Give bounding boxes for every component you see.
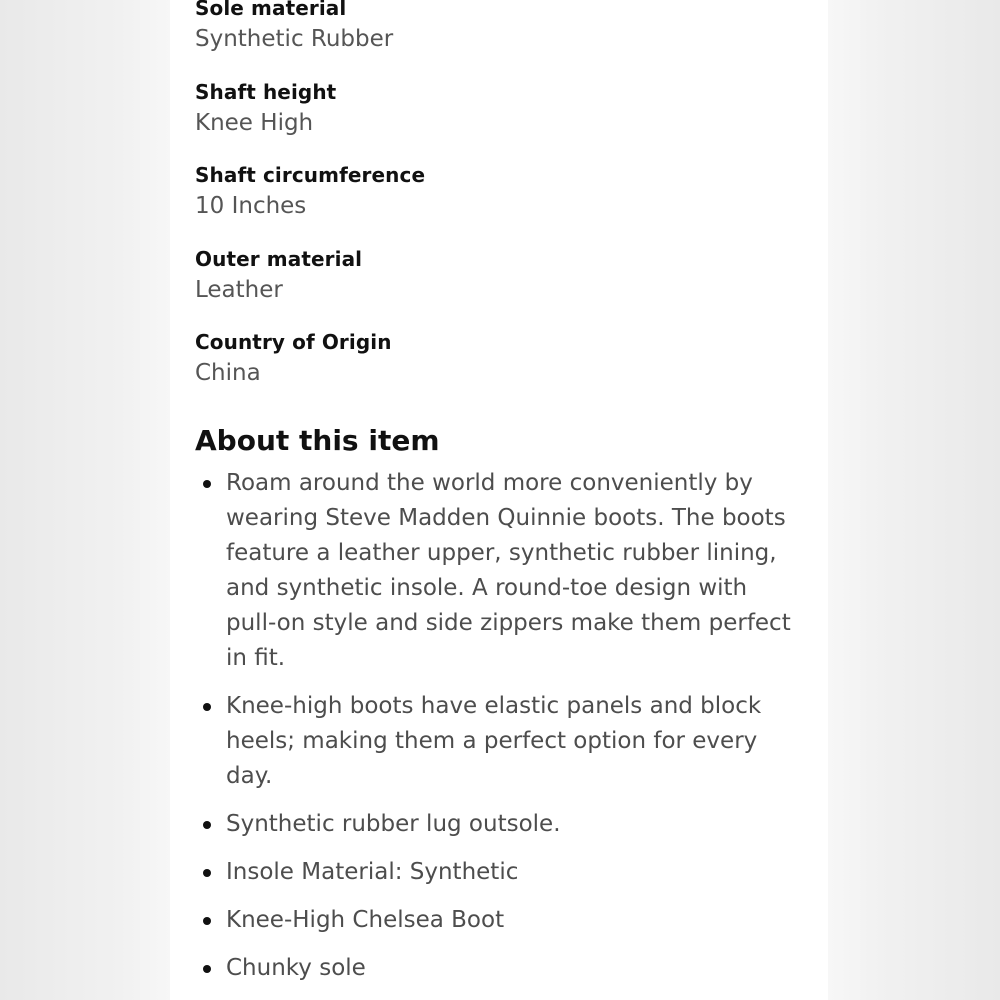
about-bullet-list: [195, 466, 795, 999]
spec-label: Sole material: [195, 0, 347, 20]
list-item: [195, 903, 795, 938]
spec-value: China: [195, 360, 261, 386]
spec-value: 10 Inches: [195, 193, 307, 219]
spec-shaft-circumference: [195, 161, 790, 245]
list-item: [195, 855, 795, 890]
spec-country-of-origin: [195, 328, 790, 412]
spec-outer-material: [195, 245, 790, 329]
bullet-text: Knee-high boots have elastic panels and block heels; making them a perfect option for every day.: [226, 693, 762, 789]
spec-label: Outer material: [195, 246, 363, 271]
spec-shaft-height: [195, 78, 790, 162]
bullet-text: Insole Material: Synthetic: [226, 859, 519, 885]
spec-label: Shaft circumference: [195, 163, 426, 187]
bullet-dot-icon: [203, 869, 211, 877]
list-item: [195, 466, 795, 676]
spec-value: Synthetic Rubber: [195, 26, 394, 52]
spec-sole-material: [195, 0, 790, 78]
bullet-dot-icon: [203, 965, 211, 973]
bullet-dot-icon: [203, 821, 211, 829]
list-item: [195, 951, 795, 986]
spec-label: Country of Origin: [195, 330, 392, 354]
spec-value: Leather: [195, 276, 283, 303]
bullet-text: Synthetic rubber lug outsole.: [226, 811, 561, 837]
list-item: [195, 689, 795, 794]
bullet-text: Chunky sole: [226, 955, 366, 981]
about-this-item-heading: About this item: [195, 424, 440, 457]
product-details-card: [170, 0, 828, 1000]
spec-label: Shaft height: [195, 79, 337, 104]
bullet-dot-icon: [203, 917, 211, 925]
bullet-dot-icon: [203, 480, 211, 488]
bullet-dot-icon: [203, 703, 211, 711]
product-specs: [195, 0, 790, 412]
list-item: [195, 807, 795, 842]
bullet-text: Knee-High Chelsea Boot: [226, 907, 505, 933]
spec-value: Knee High: [195, 109, 314, 136]
bullet-text: Roam around the world more conveniently by wearing Steve Madden Quinnie boots. The boots feature a leather upper, synthetic rubber lining, and synthetic insole. A round-toe design with pull-on style and side zippers make them perfect in fit.: [226, 470, 791, 671]
